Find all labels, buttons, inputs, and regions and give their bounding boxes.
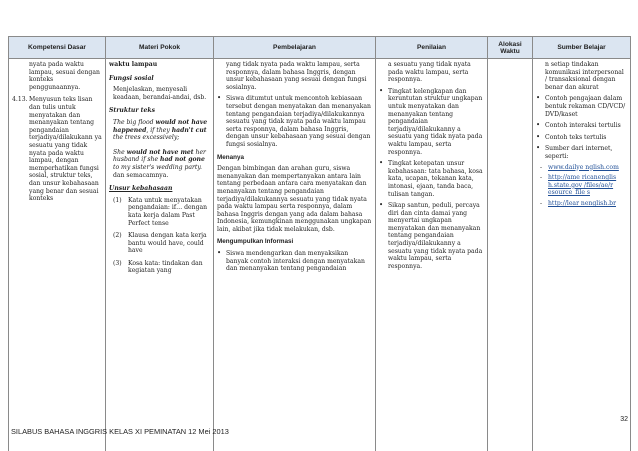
- sb-continuation: n setiap tindakan komunikasi interpersonal / transaksional dengan benar dan akurat: [545, 61, 624, 91]
- list-item: (1) Kata untuk menyatakan pengandaian: if… dengan kata kerja dalam Past Perfect tense: [113, 196, 208, 227]
- kd-item-text: Menyusun teks lisan dan tulis untuk menyatakan dan menanyakan tentang pengandaian terjadiya/dilakukann ya sesuatu yang tidak nyata pada waktu lampau, dengan memperhatikan fungsi sosial, struktur teks, dan unsur kebahasaan yang benar dan sesuai konteks: [29, 96, 102, 203]
- header-pembelajaran: Pembelajaran: [214, 37, 376, 59]
- header-kompetensi-dasar: Kompetensi Dasar: [9, 37, 106, 59]
- kd-item-4-13: [12, 96, 102, 202]
- table-header-row: [9, 37, 631, 59]
- syllabus-table: [8, 36, 631, 451]
- list-item: • Contoh interaksi tertulis: [536, 121, 621, 130]
- page-number: 32: [620, 416, 628, 423]
- mp-fungsi-sosial-text: Menjelaskan, menyesali keadaan, berandai-andai, dsb.: [113, 86, 207, 101]
- table-row: [9, 59, 631, 451]
- link-item: - www.dailye nglish.com: [540, 163, 619, 171]
- list-item: • Tingkat kelengkapan dan keruntutan struktur ungkapan untuk menyatakan dan menanyakan tentang pengandaian terjadiya/dilakukanny a sesuatu yang tidak nyata pada waktu lampau, serta responnya.: [379, 86, 483, 156]
- pb-menanya-text: Dengan bimbingan dan arahan guru, siswa menanyakan dan mempertanyakan antara lain tentang perbedaan antara cara menyatakan dan menanyakan tentang pengandaian terjadiya/dilakukannya sesuatu yang tidak nyata pada waktu lampau serta responnya, dalam bahasa Inggris dengan yang ada dalam bahasa Indonesia, kemungkinan menggunakan ungkapan lain, akibat jika tidak melakukan, dsb.: [217, 165, 372, 233]
- list-item: (3) Kosa kata: tindakan dan kegiatan yang: [113, 259, 203, 275]
- list-item: • Siswa ditumtut untuk mencontoh kebiasaan tersebut dengan menyatakan dan menanyakan tentang pengandaian terjadiya/dilakukannya sesuatu yang tidak nyata pada waktu lampau serta responnya, dalam bahasa Inggris, dengan unsur kebahasaan yang sesuai dengan fungsi sosialnya.: [217, 94, 371, 148]
- cell-penilaian: [376, 59, 488, 451]
- cell-pembelajaran: [214, 59, 376, 451]
- header-sumber-belajar: Sumber Belajar: [533, 37, 631, 59]
- mp-fungsi-sosial-title: Fungsi sosial: [109, 74, 154, 82]
- mp-topic: waktu lampau: [109, 61, 158, 68]
- list-item: • Sikap santun, peduli, percaya diri dan cinta damai yang menyertai ungkapan menyatakan dan menanyakan tentang pengandaian terjadiya/dilakukanny a sesuatu yang tidak nyata pada waktu lampau, serta responnya.: [379, 201, 483, 270]
- list-item: • Contoh pengajaan dalam bentuk rekaman CD/VCD/ DVD/kaset: [536, 94, 626, 118]
- pb-continuation: yang tidak nyata pada waktu lampau, serta responnya, dalam bahasa Inggris, dengan unsur kebahasaan yang sesuai dengan fungsi sosialnya.: [226, 61, 367, 91]
- link-dailyenglish[interactable]: www.dailye nglish.com: [548, 163, 619, 171]
- header-alokasi-waktu: Alokasi Waktu: [488, 37, 533, 59]
- pb-section-menanya: Menanya: [217, 153, 244, 161]
- page-footer: SILABUS BAHASA INGGRIS KELAS XI PEMINATAN 12 Mei 2013: [11, 427, 229, 436]
- mp-unsur-kebahasaan-title: Unsur kebahasaan: [109, 185, 173, 193]
- link-item: - http://ame ricanenglis h.state.gov /files/ae/r esource_file s: [540, 174, 617, 197]
- list-item: (2) Klausa dengan kata kerja bantu would have, could have: [113, 232, 207, 255]
- cell-alokasi-waktu: [488, 59, 533, 451]
- cell-sumber-belajar: [533, 59, 631, 451]
- mp-struktur-teks-title: Struktur teks: [109, 107, 156, 115]
- list-item: • Siswa mendengarkan dan menyaksikan banyak contoh interaksi dengan menyatakan dan menanyakan tentang pengandaian: [217, 249, 365, 273]
- link-item: - http://lear nenglish.br: [540, 199, 616, 207]
- pn-continuation: a sesuatu yang tidak nyata pada waktu lampau, serta responnya.: [388, 61, 471, 84]
- header-materi-pokok: Materi Pokok: [106, 37, 214, 59]
- list-item: • Tingkat ketepatan unsur kebahasaan: tata bahasa, kosa kata, ucapan, tekanan kata, intonasi, ejaan, tanda baca, tulisan tangan.: [379, 159, 483, 198]
- kd-continuation: nyata pada waktu lampau, sesuai dengan konteks penggunaannya.: [29, 61, 100, 91]
- list-item: • Sumber dari internet, seperti:: [536, 144, 613, 160]
- cell-materi-pokok: [106, 59, 214, 451]
- kd-item-number: 4.13.: [12, 96, 28, 104]
- mp-example-1: The big flood would not have happened, if they hadn't cut the trees excessively;: [113, 118, 208, 142]
- list-item: • Contoh teks tertulis: [536, 132, 607, 141]
- header-penilaian: Penilaian: [376, 37, 488, 59]
- cell-kompetensi-dasar: [9, 59, 106, 451]
- mp-unsur-list: [109, 197, 210, 275]
- mp-example-2: She would not have met her husband if she had not gone to my sister's wedding party. dan semacamnya.: [113, 148, 206, 179]
- link-americanenglish[interactable]: http://ame ricanenglis h.state.gov /files/ae/r esource_file s: [548, 174, 617, 197]
- pb-section-mengumpulkan-informasi: Mengumpulkan Informasi: [217, 238, 294, 246]
- link-learnenglish[interactable]: http://lear nenglish.br: [548, 199, 616, 207]
